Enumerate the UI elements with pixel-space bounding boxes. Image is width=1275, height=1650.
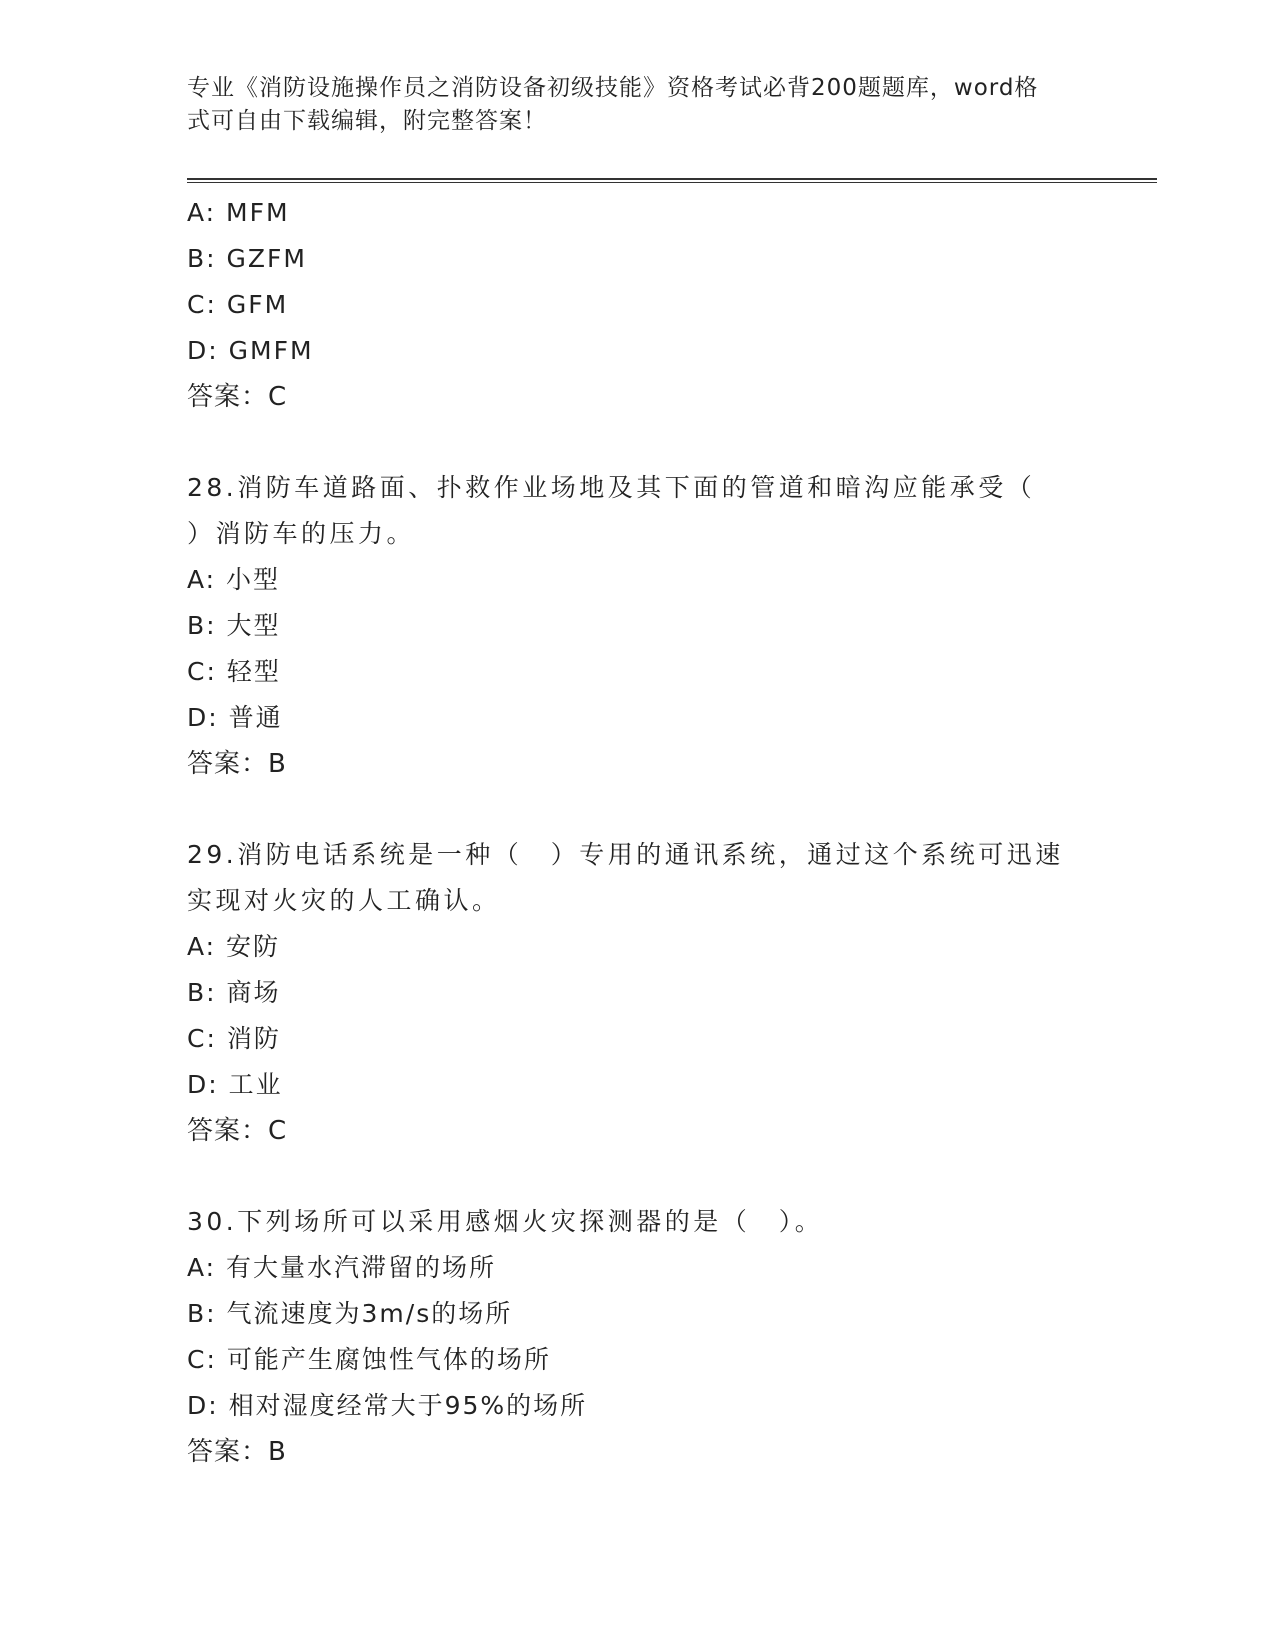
- question-30: [187, 1199, 1077, 1475]
- option-d: D: 相对湿度经常大于95%的场所: [187, 1391, 588, 1420]
- question-spacer: [187, 420, 1077, 465]
- option-c: C: 消防: [187, 1024, 281, 1053]
- question-28: [187, 465, 1077, 787]
- option-b: B: 气流速度为3m/s的场所: [187, 1299, 513, 1328]
- option-d: D: GMFM: [187, 336, 314, 365]
- option-d: D: 普通: [187, 703, 283, 732]
- option-a: A: MFM: [187, 198, 290, 227]
- option-a: A: 有大量水汽滞留的场所: [187, 1253, 497, 1282]
- question-text-line: 30.下列场所可以采用感烟火灾探测器的是（ ）。: [187, 1207, 824, 1236]
- option-b: B: 大型: [187, 611, 281, 640]
- option-c: C: 轻型: [187, 657, 281, 686]
- header-line-2: 式可自由下载编辑，附完整答案！: [187, 108, 547, 134]
- document-header: [187, 72, 1077, 138]
- option-c: C: 可能产生腐蚀性气体的场所: [187, 1345, 551, 1374]
- question-spacer: [187, 1154, 1077, 1199]
- question-text-line: 实现对火灾的人工确认。: [187, 886, 501, 915]
- answer-line: 答案：C: [187, 1116, 288, 1146]
- answer-line: 答案：C: [187, 382, 288, 412]
- header-divider: [187, 178, 1157, 183]
- question-spacer: [187, 787, 1077, 832]
- question-list: [187, 190, 1077, 1475]
- question-text-line: ）消防车的压力。: [187, 519, 416, 548]
- option-a: A: 小型: [187, 565, 281, 594]
- question-29: [187, 832, 1077, 1154]
- question-text-line: 28.消防车道路面、扑救作业场地及其下面的管道和暗沟应能承受（: [187, 473, 1036, 502]
- question-27-fragment: [187, 190, 1077, 420]
- option-b: B: 商场: [187, 978, 281, 1007]
- option-c: C: GFM: [187, 290, 289, 319]
- header-line-1: 专业《消防设施操作员之消防设备初级技能》资格考试必背200题题库，word格: [187, 75, 1039, 101]
- option-b: B: GZFM: [187, 244, 307, 273]
- option-a: A: 安防: [187, 932, 281, 961]
- option-d: D: 工业: [187, 1070, 283, 1099]
- answer-line: 答案：B: [187, 1437, 287, 1467]
- answer-line: 答案：B: [187, 749, 287, 779]
- question-text-line: 29.消防电话系统是一种（ ）专用的通讯系统，通过这个系统可迅速: [187, 840, 1064, 869]
